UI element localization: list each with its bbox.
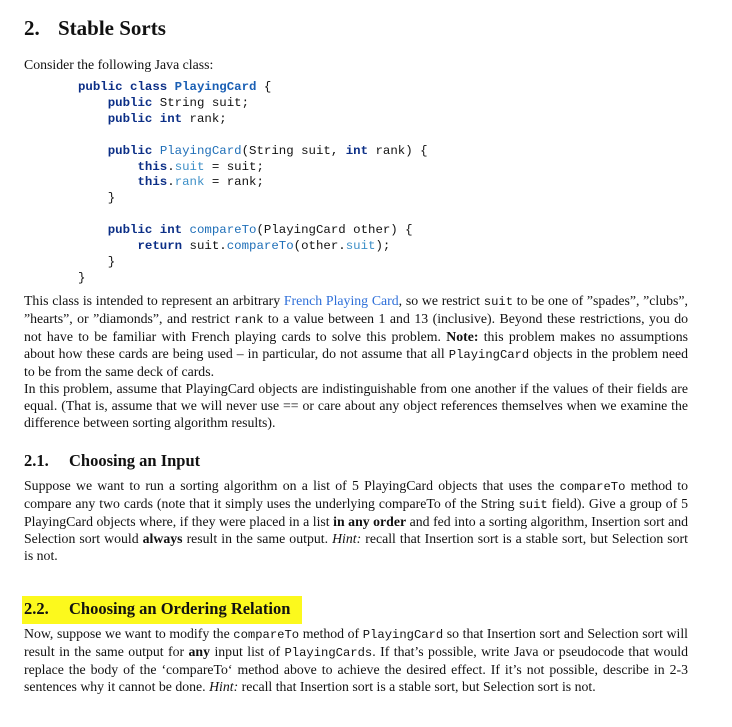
section-heading <box>24 16 166 41</box>
class-description-paragraph: This class is intended to represent an arbitrary French Playing Card, so we restrict suit to be one of ”spades”, ”clubs”, ”hearts”, or ”diamonds”, and restrict rank to a value between 1 and 13 (inclusive). Beyond these restrictions, you do not have to be familiar with French playing cards to solve this problem. Note: this problem makes no assumptions about how these cards are being used – in particular, do not assume that all PlayingCard objects in the problem need to be from the same deck of cards. <box>24 293 688 379</box>
code-block: public class PlayingCard { public String suit; public int rank; public PlayingCard(String suit, int rank) { this.suit = suit; this.rank = rank; } public int compareTo(PlayingCard other) { return suit.compareTo(other.suit); } } <box>78 80 428 285</box>
subsection-heading-2-2: 2.2. Choosing an Ordering Relation <box>22 596 302 624</box>
intro-text: Consider the following Java class: <box>24 57 214 72</box>
equality-paragraph: In this problem, assume that PlayingCard objects are indistinguishable from one another if the values of their fields are equal. (That is, assume that we will never use == or care about any object references themselves when we examine the difference between sorting algorithm results). <box>24 381 688 430</box>
subsection-heading-2-1: 2.1. Choosing an Input <box>24 451 201 470</box>
choosing-input-paragraph: Suppose we want to run a sorting algorithm on a list of 5 PlayingCard objects that uses the compareTo method to compare any two cards (note that it simply uses the underlying compareTo of the String suit field). Give a group of 5 PlayingCard objects where, if they were placed in a list in any order and fed into a sorting algorithm, Insertion sort and Selection sort would always result in the same output. Hint: recall that Insertion sort is a stable sort, but Selection sort is not. <box>24 478 688 563</box>
section-title: Stable Sorts <box>58 16 166 40</box>
ordering-relation-paragraph: Now, suppose we want to modify the compareTo method of PlayingCard so that Insertion sort and Selection sort will result in the same output for any input list of PlayingCards. If that’s possible, write Java or pseudocode that would replace the body of the ‘compareTo‘ method above to achieve the desired effect. If it’s not possible, describe in 2-3 sentences why it cannot be done. Hint: recall that Insertion sort is a stable sort, but Selection sort is not. <box>24 626 688 694</box>
french-playing-card-link[interactable]: French Playing Card <box>283 293 399 308</box>
section-number: 2. <box>24 16 40 40</box>
